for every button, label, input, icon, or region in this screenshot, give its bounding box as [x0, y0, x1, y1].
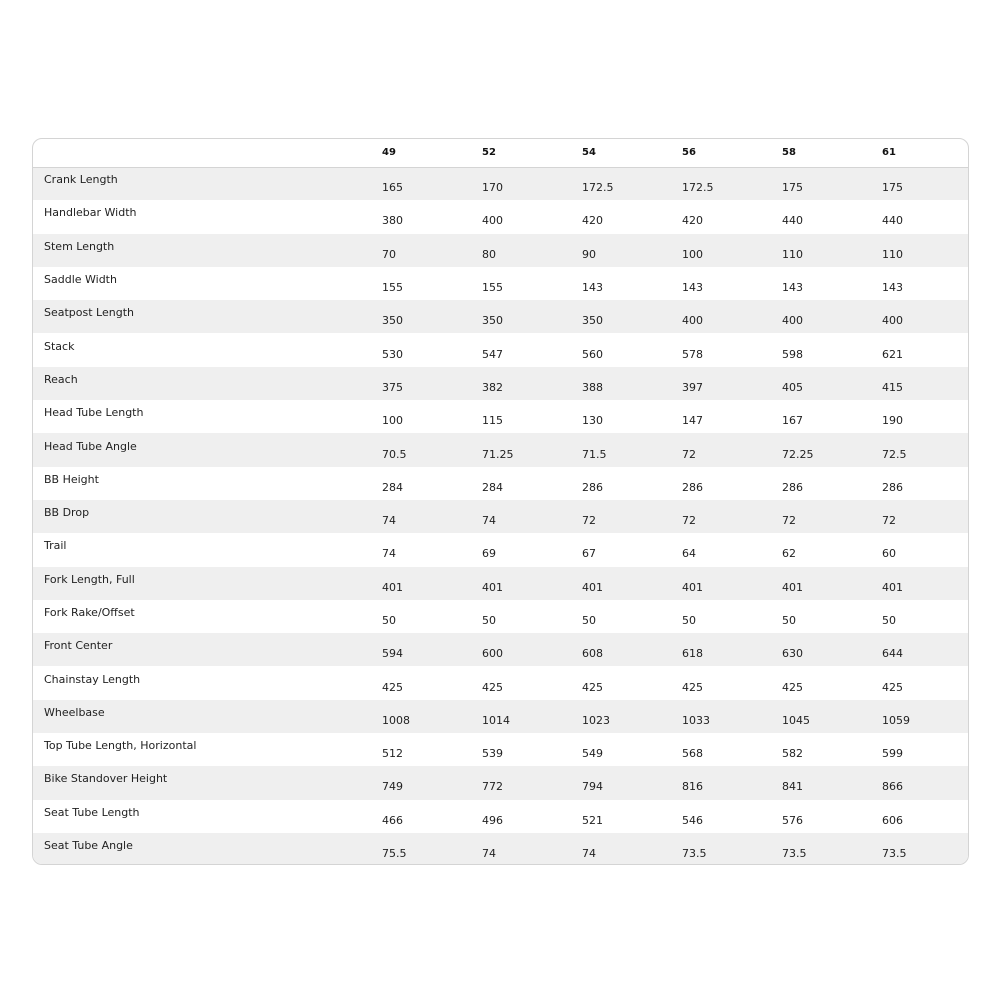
- row-label: Head Tube Length: [44, 406, 144, 420]
- table-cell: 440: [782, 214, 803, 228]
- table-cell: 466: [382, 813, 403, 827]
- table-cell: 547: [482, 347, 503, 361]
- table-cell: 375: [382, 380, 403, 394]
- table-cell: 110: [782, 247, 803, 261]
- table-row: [33, 833, 969, 865]
- row-label: Stem Length: [44, 239, 115, 253]
- size-header-1: 52: [482, 147, 496, 159]
- table-cell: 512: [382, 747, 403, 761]
- table-cell: 50: [882, 614, 896, 627]
- table-cell: 400: [482, 214, 503, 228]
- table-cell: 618: [682, 647, 703, 661]
- table-cell: 401: [482, 580, 503, 594]
- row-label: Saddle Width: [44, 273, 117, 287]
- table-cell: 73.5: [882, 847, 907, 861]
- table-cell: 568: [682, 747, 703, 761]
- table-cell: 608: [582, 647, 603, 661]
- table-cell: 62: [782, 547, 796, 561]
- table-cell: 606: [882, 813, 903, 827]
- table-cell: 72: [682, 447, 696, 461]
- table-row: [33, 300, 969, 333]
- table-cell: 190: [882, 414, 903, 428]
- table-cell: 382: [482, 380, 503, 394]
- table-cell: 286: [582, 480, 603, 494]
- table-cell: 72: [782, 514, 796, 528]
- table-row: [33, 267, 969, 300]
- table-cell: 143: [682, 281, 703, 295]
- geometry-table-card: [32, 138, 969, 865]
- table-cell: 72: [682, 514, 696, 528]
- table-cell: 175: [882, 181, 903, 195]
- table-row: [33, 200, 969, 233]
- size-header-4: 58: [782, 147, 796, 159]
- table-row: [33, 567, 969, 600]
- row-label: Wheelbase: [44, 705, 105, 719]
- header-row: [33, 139, 969, 167]
- table-cell: 286: [782, 480, 803, 494]
- table-cell: 397: [682, 380, 703, 394]
- table-cell: 425: [582, 680, 603, 694]
- table-cell: 143: [582, 281, 603, 295]
- row-label: Fork Rake/Offset: [44, 606, 135, 619]
- table-cell: 72.25: [782, 447, 814, 461]
- table-cell: 772: [482, 780, 503, 794]
- table-cell: 167: [782, 414, 803, 428]
- table-cell: 50: [482, 614, 496, 627]
- table-row: [33, 234, 969, 267]
- table-body: [33, 167, 969, 865]
- table-cell: 401: [682, 580, 703, 594]
- row-label: BB Drop: [44, 506, 90, 520]
- table-cell: 400: [682, 314, 703, 328]
- table-cell: 73.5: [682, 847, 707, 861]
- table-cell: 405: [782, 380, 803, 394]
- table-row: [33, 433, 969, 466]
- size-header-3: 56: [682, 147, 696, 159]
- table-row: [33, 700, 969, 733]
- table-cell: 284: [482, 480, 503, 494]
- table-cell: 50: [582, 614, 596, 627]
- table-row: [33, 733, 969, 766]
- table-cell: 401: [382, 580, 403, 594]
- table-cell: 69: [482, 547, 496, 561]
- table-cell: 143: [782, 281, 803, 295]
- table-cell: 172.5: [682, 181, 714, 195]
- table-cell: 1033: [682, 713, 710, 727]
- table-cell: 794: [582, 780, 603, 794]
- table-cell: 425: [682, 680, 703, 694]
- table-cell: 1023: [582, 713, 610, 727]
- table-cell: 388: [582, 380, 603, 394]
- row-label: Handlebar Width: [44, 206, 137, 220]
- table-cell: 1045: [782, 713, 810, 727]
- table-cell: 749: [382, 780, 403, 794]
- table-cell: 165: [382, 181, 403, 195]
- table-cell: 71.5: [582, 447, 607, 461]
- table-cell: 380: [382, 214, 403, 228]
- table-cell: 90: [582, 247, 596, 261]
- table-cell: 50: [682, 614, 696, 627]
- table-cell: 74: [482, 847, 496, 861]
- table-cell: 425: [782, 680, 803, 694]
- table-cell: 100: [682, 247, 703, 261]
- table-cell: 600: [482, 647, 503, 661]
- row-label: Fork Length, Full: [44, 572, 135, 586]
- table-cell: 415: [882, 380, 903, 394]
- table-cell: 155: [482, 281, 503, 295]
- table-row: [33, 500, 969, 533]
- table-cell: 155: [382, 281, 403, 295]
- table-cell: 521: [582, 813, 603, 827]
- table-cell: 621: [882, 347, 903, 361]
- table-cell: 175: [782, 181, 803, 195]
- table-cell: 74: [582, 847, 596, 861]
- table-cell: 816: [682, 780, 703, 794]
- corner-cell: [33, 139, 370, 167]
- table-cell: 401: [782, 580, 803, 594]
- table-cell: 576: [782, 813, 803, 827]
- table-cell: 110: [882, 247, 903, 261]
- table-cell: 170: [482, 181, 503, 195]
- row-label: Crank Length: [44, 173, 118, 187]
- table-cell: 866: [882, 780, 903, 794]
- table-cell: 350: [382, 314, 403, 328]
- table-cell: 496: [482, 813, 503, 827]
- table-cell: 420: [582, 214, 603, 228]
- row-label: Bike Standover Height: [44, 772, 168, 786]
- table-row: [33, 367, 969, 400]
- table-cell: 50: [782, 614, 796, 627]
- table-row: [33, 533, 969, 566]
- table-cell: 74: [382, 514, 396, 528]
- row-label: Front Center: [44, 639, 113, 653]
- table-cell: 50: [382, 614, 396, 627]
- table-cell: 549: [582, 747, 603, 761]
- table-cell: 64: [682, 547, 696, 561]
- table-cell: 60: [882, 547, 896, 561]
- row-label: Stack: [44, 339, 75, 353]
- table-cell: 70: [382, 247, 396, 261]
- row-label: Reach: [44, 372, 78, 386]
- table-cell: 401: [582, 580, 603, 594]
- row-label: Trail: [44, 539, 67, 553]
- table-cell: 599: [882, 747, 903, 761]
- table-row: [33, 400, 969, 433]
- table-cell: 74: [482, 514, 496, 528]
- row-label: Seat Tube Angle: [44, 839, 133, 853]
- table-cell: 80: [482, 247, 496, 261]
- size-header-2: 54: [582, 147, 596, 159]
- table-cell: 72: [582, 514, 596, 528]
- table-cell: 284: [382, 480, 403, 494]
- size-header-0: 49: [382, 147, 396, 159]
- table-cell: 630: [782, 647, 803, 661]
- table-cell: 440: [882, 214, 903, 228]
- table-cell: 286: [682, 480, 703, 494]
- table-cell: 841: [782, 780, 803, 794]
- table-cell: 425: [882, 680, 903, 694]
- table-row: [33, 333, 969, 366]
- table-cell: 1008: [382, 713, 410, 727]
- table-row: [33, 633, 969, 666]
- table-cell: 400: [782, 314, 803, 328]
- table-cell: 71.25: [482, 447, 514, 461]
- table-cell: 401: [882, 580, 903, 594]
- table-row: [33, 800, 969, 833]
- row-label: BB Height: [44, 472, 99, 486]
- table-cell: 350: [582, 314, 603, 328]
- table-cell: 350: [482, 314, 503, 328]
- table-row: [33, 666, 969, 699]
- table-cell: 582: [782, 747, 803, 761]
- table-cell: 286: [882, 480, 903, 494]
- table-cell: 72: [882, 514, 896, 528]
- table-cell: 546: [682, 813, 703, 827]
- table-cell: 594: [382, 647, 403, 661]
- table-cell: 1014: [482, 713, 510, 727]
- table-cell: 67: [582, 547, 596, 561]
- table-cell: 530: [382, 347, 403, 361]
- table-cell: 539: [482, 747, 503, 761]
- table-cell: 644: [882, 647, 903, 661]
- size-header-5: 61: [882, 147, 896, 159]
- row-label: Head Tube Angle: [44, 439, 137, 453]
- table-cell: 1059: [882, 713, 910, 727]
- table-row: [33, 467, 969, 500]
- table-cell: 560: [582, 347, 603, 361]
- table-cell: 100: [382, 414, 403, 428]
- table-cell: 74: [382, 547, 396, 561]
- table-cell: 143: [882, 281, 903, 295]
- table-cell: 73.5: [782, 847, 807, 861]
- table-cell: 420: [682, 214, 703, 228]
- geometry-table: [33, 139, 969, 865]
- row-label: Chainstay Length: [44, 672, 141, 686]
- table-cell: 400: [882, 314, 903, 328]
- table-cell: 598: [782, 347, 803, 361]
- table-cell: 115: [482, 414, 503, 428]
- table-row: [33, 167, 969, 200]
- table-cell: 425: [482, 680, 503, 694]
- table-cell: 172.5: [582, 181, 614, 195]
- table-header: [33, 139, 969, 167]
- row-label: Seatpost Length: [44, 306, 134, 320]
- table-cell: 70.5: [382, 447, 407, 461]
- row-label: Top Tube Length, Horizontal: [44, 739, 197, 753]
- table-row: [33, 600, 969, 633]
- table-cell: 72.5: [882, 447, 907, 461]
- table-row: [33, 766, 969, 799]
- table-cell: 75.5: [382, 847, 407, 861]
- table-cell: 147: [682, 414, 703, 428]
- table-cell: 425: [382, 680, 403, 694]
- row-label: Seat Tube Length: [44, 805, 140, 819]
- table-cell: 578: [682, 347, 703, 361]
- table-cell: 130: [582, 414, 603, 428]
